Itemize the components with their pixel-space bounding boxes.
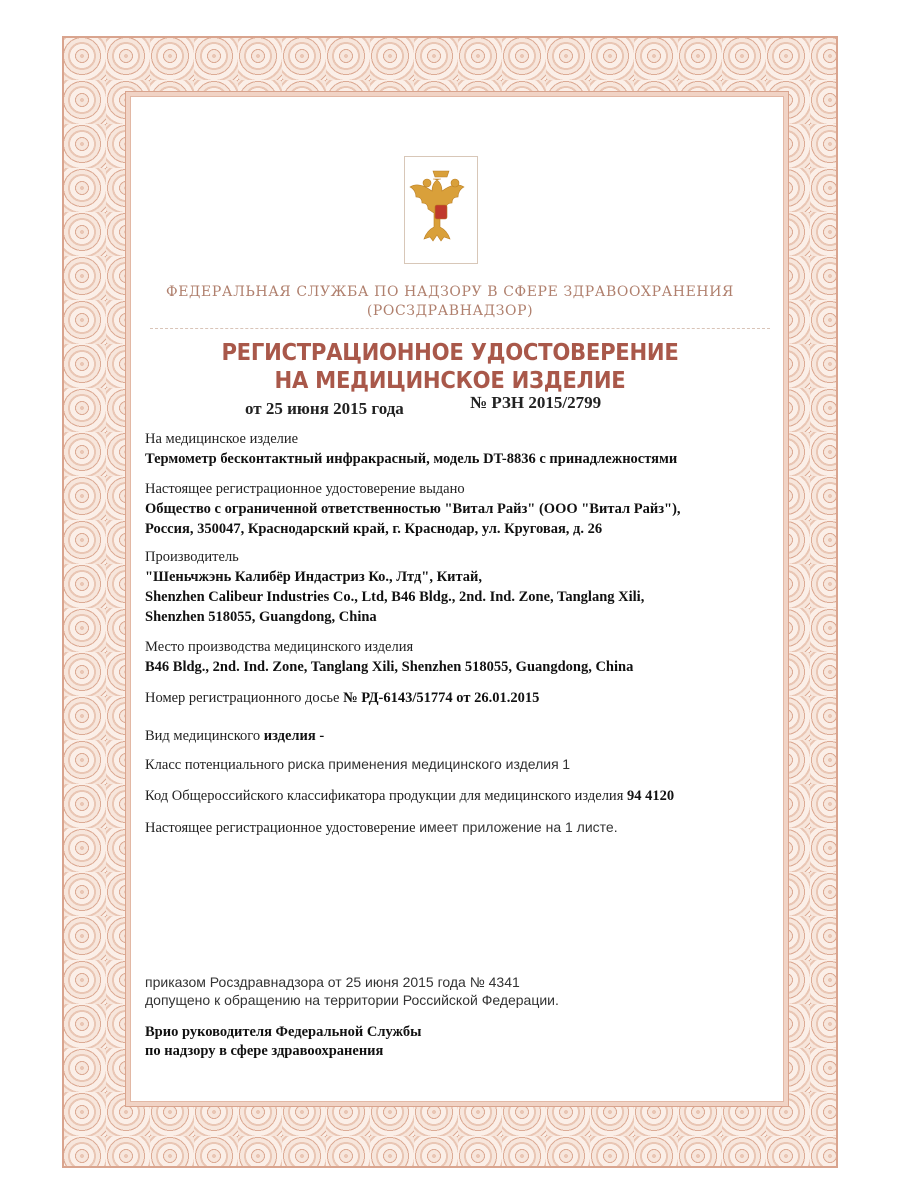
title-line-2: НА МЕДИЦИНСКОЕ ИЗДЕЛИЕ [274, 368, 626, 394]
appendix-row [145, 819, 618, 837]
kind-label: Вид медицинского [145, 728, 261, 744]
emblem-box [404, 156, 478, 264]
issued-to-line-2: Россия, 350047, Краснодарский край, г. Краснодар, ул. Круговая, д. 26 [145, 521, 603, 537]
risk-class-label: Класс потенциального [145, 757, 284, 773]
signatory-line-1: Врио руководителя Федеральной Службы [145, 1024, 422, 1040]
production-site-value: B46 Bldg., 2nd. Ind. Zone, Tanglang Xili, Shenzhen 518055, Guangdong, China [145, 659, 634, 675]
divider [150, 328, 770, 329]
appendix-value: имеет приложение на 1 листе. [419, 819, 618, 835]
title-line-1: РЕГИСТРАЦИОННОЕ УДОСТОВЕРЕНИЕ [221, 340, 679, 366]
kind-label-bold: изделия - [263, 728, 325, 744]
risk-class-value: 1 [562, 756, 571, 772]
okp-code-row [145, 788, 674, 805]
double-headed-eagle-icon [405, 157, 477, 263]
agency-short-name: (РОСЗДРАВНАДЗОР) [366, 303, 534, 319]
kind-row [145, 728, 324, 745]
certificate-date: от 25 июня 2015 года [245, 399, 404, 418]
dossier-value: № РД-6143/51774 от 26.01.2015 [343, 690, 540, 706]
risk-class-row [145, 756, 570, 774]
manufacturer-line-1: "Шеньчжэнь Калибёр Индастриз Ко., Лтд", Китай, [145, 569, 483, 585]
issued-to-label: Настоящее регистрационное удостоверение выдано [145, 481, 465, 497]
manufacturer-line-2: Shenzhen Calibeur Industries Co., Ltd, B46 Bldg., 2nd. Ind. Zone, Tanglang Xili, [145, 589, 645, 605]
agency-name: ФЕДЕРАЛЬНАЯ СЛУЖБА ПО НАДЗОРУ В СФЕРЕ ЗДРАВООХРАНЕНИЯ [166, 284, 734, 300]
device-value: Термометр бесконтактный инфракрасный, модель DT-8836 с принадлежностями [145, 451, 678, 467]
okp-code-value: 94 4120 [626, 788, 675, 804]
dossier-row [145, 690, 539, 707]
certificate-number: № РЗН 2015/2799 [470, 393, 602, 412]
dossier-label: Номер регистрационного досье [145, 690, 340, 706]
manufacturer-line-3: Shenzhen 518055, Guangdong, China [145, 609, 377, 625]
appendix-label: Настоящее регистрационное удостоверение [145, 820, 416, 836]
production-site-label: Место производства медицинского изделия [145, 639, 414, 655]
order-line-1: приказом Росздравнадзора от 25 июня 2015 года № 4341 [145, 974, 520, 990]
device-label: На медицинское изделие [145, 431, 299, 447]
manufacturer-label: Производитель [145, 549, 239, 565]
signatory-line-2: по надзору в сфере здравоохранения [145, 1043, 384, 1059]
risk-class-label-2: риска применения медицинского изделия [287, 756, 559, 772]
issued-to-line-1: Общество с ограниченной ответственностью "Витал Райз" (ООО "Витал Райз"), [145, 501, 681, 517]
okp-code-label: Код Общероссийского классификатора продукции для медицинского изделия [145, 788, 624, 804]
order-line-2: допущено к обращению на территории Российской Федерации. [145, 992, 559, 1008]
